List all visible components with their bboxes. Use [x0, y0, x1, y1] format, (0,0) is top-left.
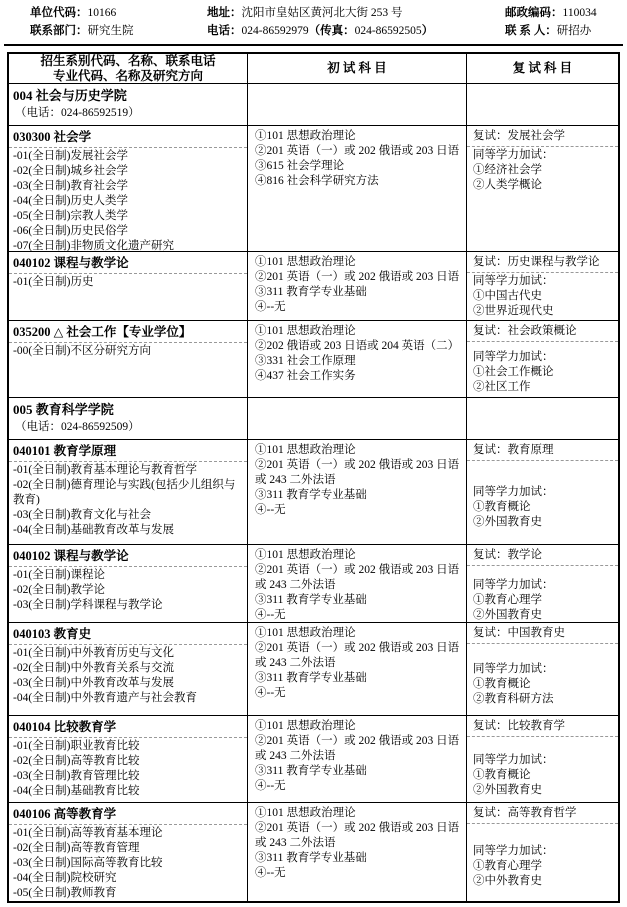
- retest-cell: [466, 440, 618, 544]
- address-value: 沈阳市皇姑区黄河北大街 253 号: [241, 7, 403, 19]
- dashed-divider: [467, 823, 618, 824]
- text-line: -01(全日制)历史: [13, 276, 94, 288]
- major-code-name: 030300 社会学: [13, 130, 92, 144]
- document-meta-header: [0, 5, 627, 43]
- text-line: 同等学力加试：: [473, 149, 554, 161]
- equivalency-test-block: [473, 350, 614, 395]
- text-line: ②201 英语（一）或 202 俄语或 203 日语: [255, 145, 460, 157]
- dashed-divider: [467, 272, 618, 273]
- text-line: -03(全日制)中外教育改革与发展: [13, 677, 174, 689]
- retest-cell: [466, 716, 618, 802]
- text-line: ④816 社会科学研究方法: [255, 175, 379, 187]
- text-line: ②202 俄语或 203 日语或 204 英语（二）: [255, 340, 460, 352]
- text-line: ③331 社会工作原理: [255, 355, 356, 367]
- equivalency-test-block: [473, 578, 614, 622]
- text-line: ③311 教育学专业基础: [255, 489, 367, 501]
- text-line: ④--无: [255, 687, 286, 699]
- text-line: ①101 思想政治理论: [255, 720, 356, 732]
- text-line: -03(全日制)教育社会学: [13, 180, 128, 192]
- text-line: -03(全日制)国际高等教育比较: [13, 857, 163, 869]
- major-cell: [9, 321, 247, 397]
- header-col-programs: [9, 54, 247, 83]
- text-line: ④--无: [255, 504, 286, 516]
- dashed-divider: [9, 273, 247, 274]
- text-line: -02(全日制)中外教育关系与交流: [13, 662, 174, 674]
- major-cell: [9, 716, 247, 802]
- text-line: ①教育概论: [473, 678, 531, 690]
- major-directions: [13, 826, 245, 901]
- equivalency-test-block: [473, 753, 614, 798]
- contact-dept-line: [30, 23, 134, 41]
- retest-subject: 复试：教育原理: [473, 444, 554, 456]
- dashed-divider: [9, 461, 247, 462]
- text-line: ④--无: [255, 780, 286, 792]
- text-line: ①中国古代史: [473, 290, 542, 302]
- postcode-value: 110034: [562, 7, 597, 19]
- table-row-major-040101: [9, 439, 618, 544]
- retest-cell: [466, 545, 618, 622]
- meta-left-column: [30, 5, 134, 40]
- contact-person-label: 联 系 人：: [505, 24, 557, 37]
- text-line: -06(全日制)历史民俗学: [13, 225, 128, 237]
- major-code-name: 040103 教育史: [13, 627, 92, 641]
- text-line: ④--无: [255, 867, 286, 879]
- text-line: -05(全日制)宗教人类学: [13, 210, 128, 222]
- major-code-name: 040104 比较教育学: [13, 720, 117, 734]
- text-line: ②201 英语（一）或 202 俄语或 203 日语或 243 二外法语: [255, 564, 460, 591]
- text-line: -02(全日制)德育理论与实践(包括少儿组织与教育): [13, 479, 236, 506]
- postcode-label: 邮政编码：: [505, 7, 563, 19]
- dept-cell: [9, 398, 247, 439]
- major-cell: [9, 126, 247, 251]
- initial-subjects-cell: [247, 716, 466, 802]
- text-line: ②201 英语（一）或 202 俄语或 203 日语或 243 二外法语: [255, 642, 460, 669]
- dept-phone: （电话：024-86592519）: [15, 107, 140, 119]
- major-code-name: 040106 高等教育学: [13, 807, 117, 821]
- dashed-divider: [9, 566, 247, 567]
- text-line: ①101 思想政治理论: [255, 444, 356, 456]
- horizontal-rule: [4, 44, 623, 46]
- text-line: ①教育心理学: [473, 594, 542, 606]
- retest-cell: [466, 803, 618, 901]
- dept-name: 004 社会与历史学院: [13, 88, 127, 103]
- retest-subject: 复试：历史课程与教学论: [473, 256, 600, 268]
- text-line: ①教育概论: [473, 501, 531, 513]
- major-code-name: 040102 课程与教学论: [13, 256, 129, 270]
- text-line: 同等学力加试：: [473, 486, 554, 498]
- text-line: ①101 思想政治理论: [255, 807, 356, 819]
- equivalency-test-block: [473, 274, 614, 319]
- table-row-major-035200: [9, 320, 618, 397]
- retest-subject: 复试：高等教育哲学: [473, 807, 577, 819]
- text-line: -01(全日制)发展社会学: [13, 150, 128, 162]
- text-line: -01(全日制)课程论: [13, 569, 105, 581]
- dashed-divider: [467, 146, 618, 147]
- text-line: ①社会工作概论: [473, 366, 554, 378]
- text-line: -07(全日制)非物质文化遗产研究: [13, 240, 174, 251]
- phone-value: 024-86592979: [241, 24, 309, 37]
- retest-cell: [466, 321, 618, 397]
- text-line: -03(全日制)学科课程与教学论: [13, 599, 163, 611]
- major-cell: [9, 803, 247, 901]
- text-line: ③615 社会学理论: [255, 160, 345, 172]
- initial-subjects-cell: [247, 440, 466, 544]
- major-cell: [9, 440, 247, 544]
- text-line: 同等学力加试：: [473, 579, 554, 591]
- equivalency-test-block: [473, 662, 614, 707]
- text-line: -02(全日制)高等教育管理: [13, 842, 140, 854]
- retest-cell: [466, 126, 618, 251]
- text-line: ②中外教育史: [473, 875, 542, 887]
- dashed-divider: [467, 460, 618, 461]
- text-line: -01(全日制)高等教育基本理论: [13, 827, 163, 839]
- text-line: ④437 社会工作实务: [255, 370, 356, 382]
- major-code-name: 040101 教育学原理: [13, 444, 117, 458]
- text-line: -02(全日制)城乡社会学: [13, 165, 128, 177]
- text-line: ②201 英语（一）或 202 俄语或 203 日语或 243 二外法语: [255, 822, 460, 849]
- major-cell: [9, 252, 247, 320]
- initial-subjects-cell: [247, 545, 466, 622]
- meta-middle-column: [207, 5, 433, 40]
- dept-cell: [9, 84, 247, 125]
- dashed-divider: [467, 341, 618, 342]
- table-header-row: [9, 54, 618, 83]
- text-line: -03(全日制)教育管理比较: [13, 770, 140, 782]
- dashed-divider: [9, 342, 247, 343]
- text-line: ②201 英语（一）或 202 俄语或 203 日语或 243 二外法语: [255, 459, 460, 486]
- header-col1-line2: 专业代码、名称及研究方向: [52, 68, 203, 83]
- empty-cell: [247, 84, 466, 125]
- text-line: 同等学力加试：: [473, 754, 554, 766]
- text-line: ②外国教育史: [473, 784, 542, 796]
- table-row-dept-004: [9, 83, 618, 125]
- table-row-major-040104: [9, 715, 618, 802]
- initial-subjects-cell: [247, 321, 466, 397]
- postcode-line: [505, 5, 597, 23]
- major-directions: [13, 275, 245, 290]
- text-line: 同等学力加试：: [473, 275, 554, 287]
- dashed-divider: [9, 737, 247, 738]
- retest-cell: [466, 623, 618, 715]
- contact-dept-value: 研究生院: [87, 24, 134, 37]
- text-line: ②外国教育史: [473, 609, 542, 621]
- initial-subjects-cell: [247, 252, 466, 320]
- major-directions: [13, 646, 245, 706]
- unit-code-line: [30, 5, 134, 23]
- fax-value: 024-86592505: [354, 24, 422, 37]
- text-line: -04(全日制)基础教育比较: [13, 785, 140, 797]
- address-label: 地址：: [207, 7, 242, 19]
- text-line: ②世界近现代史: [473, 305, 554, 317]
- equivalency-test-block: [473, 485, 614, 530]
- text-line: ②201 英语（一）或 202 俄语或 203 日语: [255, 271, 460, 283]
- text-line: ①教育概论: [473, 769, 531, 781]
- text-line: ③311 教育学专业基础: [255, 594, 367, 606]
- text-line: -01(全日制)教育基本理论与教育哲学: [13, 464, 197, 476]
- major-directions: [13, 149, 245, 251]
- unit-code-label: 单位代码：: [30, 7, 88, 19]
- text-line: ②教育科研方法: [473, 693, 554, 705]
- retest-subject: 复试：比较教育学: [473, 720, 565, 732]
- text-line: ②人类学概论: [473, 179, 542, 191]
- admissions-table: [7, 52, 620, 903]
- unit-code-value: 10166: [87, 7, 117, 19]
- text-line: -00(全日制)不区分研究方向: [13, 345, 151, 357]
- text-line: ③311 教育学专业基础: [255, 765, 367, 777]
- text-line: ①101 思想政治理论: [255, 325, 356, 337]
- equivalency-test-block: [473, 844, 614, 889]
- text-line: -01(全日制)中外教育历史与文化: [13, 647, 174, 659]
- text-line: ①经济社会学: [473, 164, 542, 176]
- dashed-divider: [467, 565, 618, 566]
- dashed-divider: [9, 824, 247, 825]
- text-line: -05(全日制)教师教育: [13, 887, 117, 899]
- dept-phone: （电话：024-86592509）: [15, 421, 140, 433]
- major-directions: [13, 568, 245, 613]
- major-code-name: 040102 课程与教学论: [13, 549, 129, 563]
- phone-line: [207, 23, 433, 41]
- text-line: ③311 教育学专业基础: [255, 672, 367, 684]
- major-code-name: 035200 △ 社会工作【专业学位】: [13, 325, 192, 339]
- table-row-dept-005: [9, 397, 618, 439]
- text-line: -04(全日制)院校研究: [13, 872, 117, 884]
- retest-subject: 复试：发展社会学: [473, 130, 565, 142]
- major-cell: [9, 623, 247, 715]
- table-row-major-030300: [9, 125, 618, 251]
- header-col3-label: 复 试 科 目: [512, 61, 573, 76]
- dashed-divider: [9, 147, 247, 148]
- empty-cell: [466, 398, 618, 439]
- major-cell: [9, 545, 247, 622]
- initial-subjects-cell: [247, 803, 466, 901]
- text-line: ④--无: [255, 301, 286, 313]
- table-row-major-040106: [9, 802, 618, 901]
- retest-subject: 复试：中国教育史: [473, 627, 565, 639]
- dashed-divider: [467, 643, 618, 644]
- header-col2-label: 初 试 科 目: [327, 61, 387, 76]
- dept-name: 005 教育科学学院: [13, 402, 114, 417]
- contact-dept-label: 联系部门：: [30, 24, 88, 37]
- header-col-initial-exam: [247, 54, 466, 83]
- retest-cell: [466, 252, 618, 320]
- initial-subjects-cell: [247, 623, 466, 715]
- fax-close: ）: [421, 24, 434, 37]
- text-line: ②外国教育史: [473, 516, 542, 528]
- text-line: -04(全日制)历史人类学: [13, 195, 128, 207]
- address-line: [207, 5, 433, 23]
- text-line: 同等学力加试：: [473, 351, 554, 363]
- text-line: ①101 思想政治理论: [255, 627, 356, 639]
- text-line: ①101 思想政治理论: [255, 256, 356, 268]
- contact-person-line: [505, 23, 597, 41]
- text-line: -03(全日制)教育文化与社会: [13, 509, 151, 521]
- retest-subject: 复试：教学论: [473, 549, 542, 561]
- phone-label: 电话：: [207, 24, 242, 37]
- text-line: ①101 思想政治理论: [255, 549, 356, 561]
- dashed-divider: [9, 644, 247, 645]
- text-line: 同等学力加试：: [473, 845, 554, 857]
- table-row-major-040102b: [9, 544, 618, 622]
- table-row-major-040103: [9, 622, 618, 715]
- dashed-divider: [467, 736, 618, 737]
- fax-label: （传真：: [308, 24, 355, 37]
- text-line: -04(全日制)中外教育遗产与社会教育: [13, 692, 197, 704]
- text-line: ①101 思想政治理论: [255, 130, 356, 142]
- major-directions: [13, 463, 245, 538]
- text-line: ④--无: [255, 609, 286, 621]
- text-line: 同等学力加试：: [473, 663, 554, 675]
- text-line: ②社区工作: [473, 381, 531, 393]
- major-directions: [13, 739, 245, 799]
- text-line: ③311 教育学专业基础: [255, 852, 367, 864]
- empty-cell: [466, 84, 618, 125]
- text-line: -01(全日制)职业教育比较: [13, 740, 140, 752]
- text-line: ③311 教育学专业基础: [255, 286, 367, 298]
- contact-person-value: 研招办: [556, 24, 592, 37]
- equivalency-test-block: [473, 148, 614, 193]
- empty-cell: [247, 398, 466, 439]
- meta-right-column: [505, 5, 597, 40]
- text-line: -04(全日制)基础教育改革与发展: [13, 524, 174, 536]
- table-row-major-040102a: [9, 251, 618, 320]
- header-col1-line1: 招生系别代码、名称、联系电话: [40, 54, 216, 68]
- initial-subjects-cell: [247, 126, 466, 251]
- major-directions: [13, 344, 245, 359]
- text-line: ②201 英语（一）或 202 俄语或 203 日语或 243 二外法语: [255, 735, 460, 762]
- header-col-retest: [466, 54, 618, 83]
- text-line: ①教育心理学: [473, 860, 542, 872]
- text-line: -02(全日制)教学论: [13, 584, 105, 596]
- retest-subject: 复试：社会政策概论: [473, 325, 577, 337]
- text-line: -02(全日制)高等教育比较: [13, 755, 140, 767]
